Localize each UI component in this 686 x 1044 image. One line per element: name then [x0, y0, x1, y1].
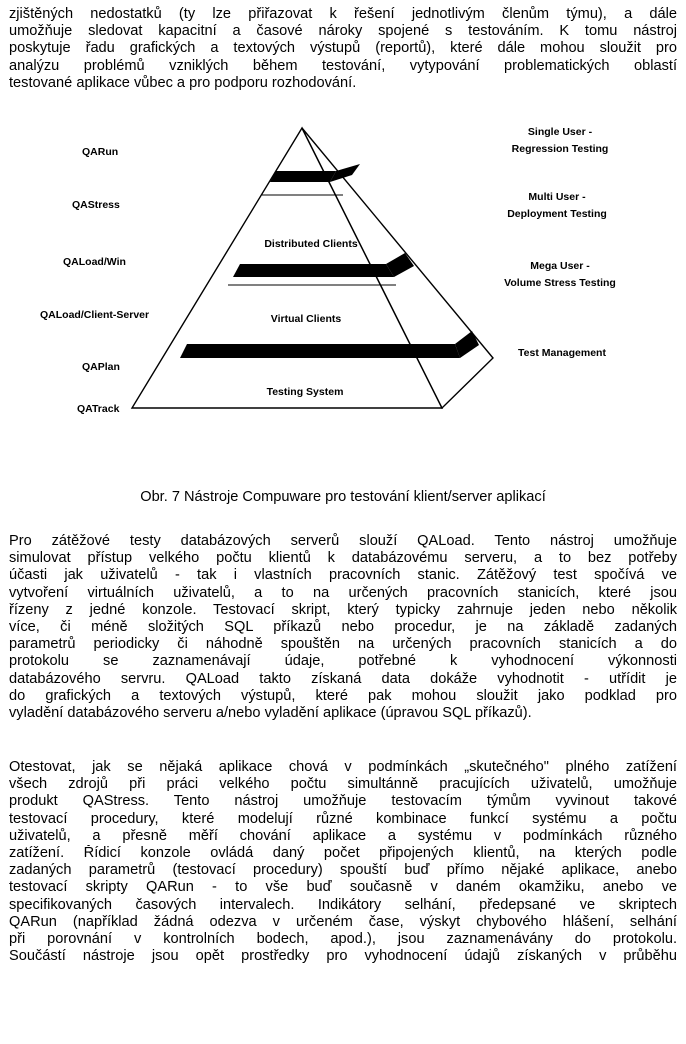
text-line: zadaných parametrů (testovací procedury) spouští buď přímo nějaké aplikace, anebo: [9, 862, 677, 879]
text-line: Otestovat, jak se nějaká aplikace chová v podmínkách „skutečného" plného zatížení: [9, 759, 677, 775]
level-label: Volume Stress Testing: [504, 277, 616, 289]
text-line: poskytuje řadu grafických a textových výstupů (reportů), které dále mohou sloužit pro: [9, 40, 677, 57]
layer-label: Client: [296, 172, 326, 184]
pyramid-figure: [0, 118, 686, 478]
text-line: testovací procedury, které modelují různé kombinace funkcí systému a počtu: [9, 810, 677, 827]
tool-label: QAPlan: [82, 361, 120, 373]
level-label: Deployment Testing: [507, 208, 607, 220]
text-line: databázového servru. QALoad takto získaná data dokáže vyhodnotit - utřídit je: [9, 670, 677, 687]
text-line: umožňuje sledovat kapacitní a časové nároky spojené s testováním. K tomu nástroj: [9, 23, 677, 40]
text-line: zatížení. Řídicí konzole ovládá daný počet připojených klientů, na kterých podle: [9, 845, 677, 862]
text-line: řízeny z jedné konzole. Testovací skript, který typicky zahrnuje jeden nebo několik: [9, 601, 677, 618]
layer-label: Testing System: [266, 386, 344, 398]
tool-label: QALoad/Client-Server: [40, 309, 150, 321]
layer-label: Distributed Clients: [264, 238, 358, 250]
text-line: protokolu se zaznamenávají údaje, potřebné k vyhodnocení výkonnosti: [9, 653, 677, 670]
level-label: Single User -: [527, 126, 593, 138]
text-line: testovací skripty QARun - to vše buď současně v daném okamžiku, anebo ve: [9, 879, 677, 896]
text-line: analýzu problémů vzniklých během testování, vytypování problematických oblastí: [9, 57, 677, 74]
text-line: parametrů periodicky či náhodně spouštěn na určených pracovních stanicích a do: [9, 636, 677, 653]
text-line: při porovnání v kontrolních bodech, apod.), jsou zaznamenávány do protokolu.: [9, 931, 677, 948]
text-line: vytvoření virtuálních uživatelů, a to na určených pracovních stanicích, které jsou: [9, 584, 677, 601]
paragraph-3: [9, 759, 677, 965]
text-line: do grafických a textových výstupů, které pak mohou sloužit jako podklad pro: [9, 687, 677, 704]
text-line: všech zdrojů při práci velkého počtu simultánně pracujících uživatelů, umožňuje: [9, 776, 677, 793]
tool-label: QATrack: [77, 403, 120, 415]
tool-label: QALoad/Win: [63, 256, 126, 268]
paragraph-1: [9, 6, 677, 92]
band-3: [180, 344, 460, 358]
text-line: specifikovaných časových intervalech. Indikátory selhání, předepsané ve skriptech: [9, 896, 677, 913]
text-line: uživatelů, a přesně měří chování aplikace a systému v podmínkách různého: [9, 827, 677, 844]
figure-caption: Obr. 7 Nástroje Compuware pro testování klient/server aplikací: [140, 489, 546, 505]
level-label: Multi User -: [528, 191, 586, 203]
text-line: Pro zátěžové testy databázových serverů slouží QALoad. Tento nástroj umožňuje: [9, 533, 677, 549]
layer-label: Virtual Clients: [270, 313, 342, 325]
text-line: vyladění databázového serveru a/nebo vyladění aplikace (úpravou SQL příkazů).: [9, 705, 532, 722]
text-line: zjištěných nedostatků (ty lze přiřazovat k řešení jednotlivým členům týmu), a dále: [9, 6, 677, 22]
band-2: [233, 264, 394, 277]
text-line: QARun (například žádná odezva v určeném čase, výskyt chybového hlášení, selhání: [9, 913, 677, 930]
text-line: účasti jak uživatelů - tak i vlastních pracovních stanic. Zátěžový test spočívá ve: [9, 567, 677, 584]
level-label: Mega User -: [530, 260, 590, 272]
text-line: simulovat přístup velkého počtu klientů k databázovému serveru, a to bez potřeby: [9, 550, 677, 567]
paragraph-2: [9, 533, 677, 722]
tool-label: QAStress: [72, 199, 120, 211]
tool-label: QARun: [82, 146, 119, 158]
text-line: Součástí nástroje jsou opět prostředky pro vyhodnocení údajů získaných v průběhu: [9, 948, 677, 965]
level-label: Regression Testing: [511, 143, 609, 155]
text-line: testované aplikace vůbec a pro podporu rozhodování.: [9, 74, 357, 91]
text-line: více, či méně složitých SQL příkazů nebo procedur, je na základě zadaných: [9, 619, 677, 636]
text-line: produkt QAStress. Tento nástroj umožňuje testovacím týmům vyvinout takové: [9, 793, 677, 810]
level-label: Test Management: [518, 347, 606, 359]
